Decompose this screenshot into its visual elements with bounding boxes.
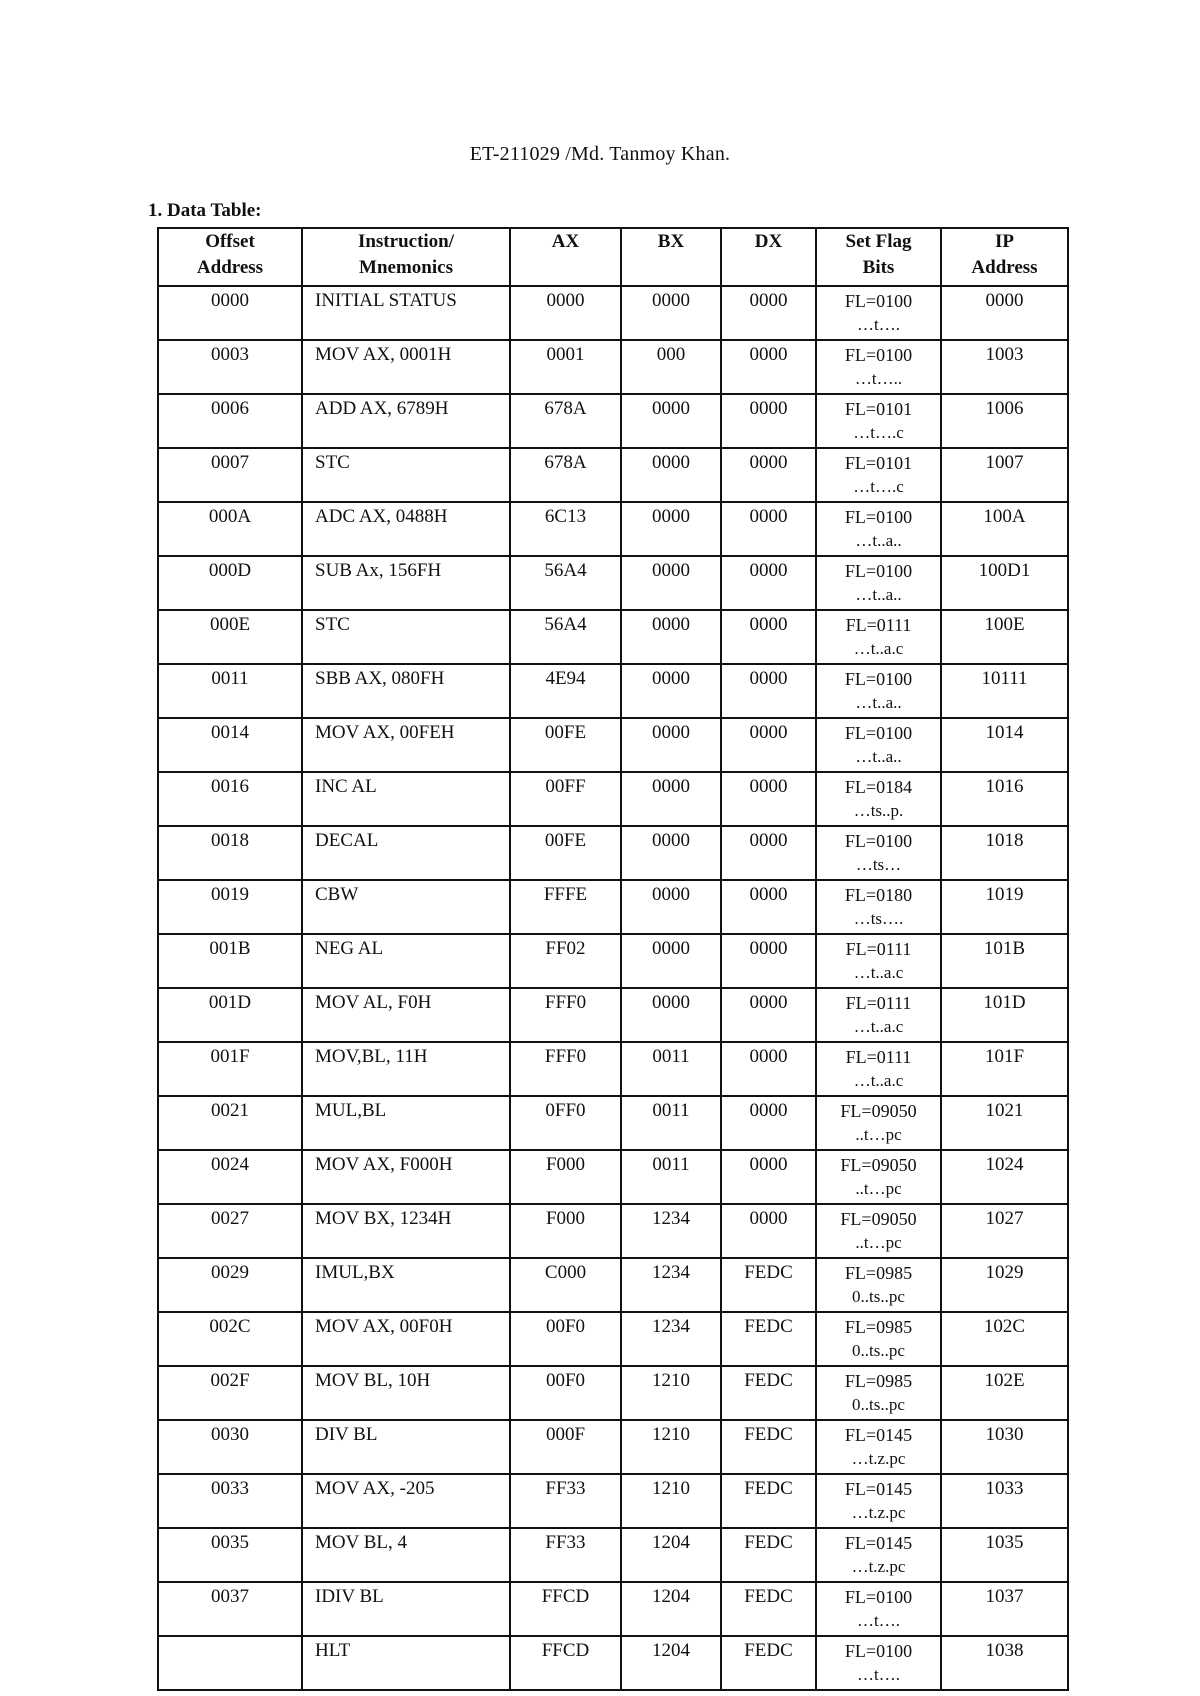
ax-cell: FFF0: [510, 1042, 621, 1096]
flag-cell: [816, 1582, 941, 1636]
flag-cell: [816, 610, 941, 664]
header-instruction: Instruction/ Mnemonics: [302, 228, 510, 286]
instruction-cell: MOV AX, 0001H: [302, 340, 510, 394]
dx-cell: FEDC: [721, 1528, 816, 1582]
flag-cell: [816, 1366, 941, 1420]
ip-cell: 102E: [941, 1366, 1068, 1420]
flag-cell: [816, 1636, 941, 1690]
flag-bits: …t..a..: [855, 585, 902, 604]
offset-cell: 0033: [158, 1474, 302, 1528]
instruction-cell: CBW: [302, 880, 510, 934]
offset-cell: 0030: [158, 1420, 302, 1474]
ip-cell: 1003: [941, 340, 1068, 394]
ip-cell: 1024: [941, 1150, 1068, 1204]
flag-value: FL=0145: [844, 1479, 913, 1499]
bx-cell: 1234: [621, 1312, 721, 1366]
flag-cell: [816, 718, 941, 772]
header-ip-address: IP Address: [941, 228, 1068, 286]
offset-cell: 0014: [158, 718, 302, 772]
ip-cell: 101D: [941, 988, 1068, 1042]
offset-cell: 001B: [158, 934, 302, 988]
bx-cell: 1204: [621, 1528, 721, 1582]
bx-cell: 0011: [621, 1042, 721, 1096]
flag-bits: …t..a.c: [853, 1017, 904, 1036]
header-ax: AX: [510, 228, 621, 286]
flag-bits: …ts….: [853, 909, 904, 928]
ax-cell: 00F0: [510, 1366, 621, 1420]
offset-cell: 0027: [158, 1204, 302, 1258]
dx-cell: 0000: [721, 1204, 816, 1258]
ax-cell: FFCD: [510, 1636, 621, 1690]
flag-value: FL=0111: [845, 993, 912, 1013]
bx-cell: 1210: [621, 1474, 721, 1528]
ax-cell: FF33: [510, 1528, 621, 1582]
flag-cell: [816, 1042, 941, 1096]
flag-value: FL=09050: [840, 1101, 917, 1121]
offset-cell: 000A: [158, 502, 302, 556]
dx-cell: 0000: [721, 340, 816, 394]
bx-cell: 0000: [621, 556, 721, 610]
flag-bits: …t.z.pc: [851, 1557, 906, 1576]
ax-cell: 56A4: [510, 556, 621, 610]
flag-value: FL=0111: [845, 939, 912, 959]
flag-cell: [816, 556, 941, 610]
flag-cell: [816, 1150, 941, 1204]
offset-cell: 002F: [158, 1366, 302, 1420]
table-row: [158, 1096, 1068, 1150]
flag-bits: …t..a.c: [853, 1071, 904, 1090]
flag-cell: [816, 286, 941, 340]
bx-cell: 0000: [621, 502, 721, 556]
table-header-row: [158, 228, 1068, 286]
bx-cell: 1234: [621, 1258, 721, 1312]
instruction-cell: ADC AX, 0488H: [302, 502, 510, 556]
header-dx: DX: [721, 228, 816, 286]
ax-cell: FF33: [510, 1474, 621, 1528]
bx-cell: 0011: [621, 1150, 721, 1204]
flag-value: FL=0184: [844, 777, 913, 797]
ax-cell: 678A: [510, 394, 621, 448]
dx-cell: FEDC: [721, 1636, 816, 1690]
ip-cell: 1035: [941, 1528, 1068, 1582]
ip-cell: 1007: [941, 448, 1068, 502]
table-row: [158, 1204, 1068, 1258]
flag-bits: 0..ts..pc: [852, 1287, 905, 1306]
dx-cell: FEDC: [721, 1420, 816, 1474]
offset-cell: 0037: [158, 1582, 302, 1636]
table-body: [158, 286, 1068, 1690]
ax-cell: 000F: [510, 1420, 621, 1474]
dx-cell: 0000: [721, 718, 816, 772]
ax-cell: 00FE: [510, 826, 621, 880]
dx-cell: 0000: [721, 826, 816, 880]
flag-value: FL=0985: [844, 1371, 913, 1391]
flag-bits: …t…..: [854, 369, 903, 388]
bx-cell: 0000: [621, 664, 721, 718]
table-row: [158, 1636, 1068, 1690]
ax-cell: 0FF0: [510, 1096, 621, 1150]
ax-cell: FFF0: [510, 988, 621, 1042]
table-row: [158, 1528, 1068, 1582]
flag-bits: …t….: [857, 1611, 900, 1630]
header-bx: BX: [621, 228, 721, 286]
flag-value: FL=0100: [844, 561, 913, 581]
table-row: [158, 1258, 1068, 1312]
dx-cell: 0000: [721, 934, 816, 988]
flag-cell: [816, 394, 941, 448]
table-row: [158, 880, 1068, 934]
flag-cell: [816, 340, 941, 394]
dx-cell: 0000: [721, 772, 816, 826]
table-row: [158, 934, 1068, 988]
bx-cell: 1210: [621, 1420, 721, 1474]
flag-cell: [816, 1474, 941, 1528]
header-offset-address: Offset Address: [158, 228, 302, 286]
ip-cell: 1029: [941, 1258, 1068, 1312]
offset-cell: 0003: [158, 340, 302, 394]
flag-bits: 0..ts..pc: [852, 1395, 905, 1414]
flag-cell: [816, 880, 941, 934]
bx-cell: 0000: [621, 934, 721, 988]
offset-cell: 0024: [158, 1150, 302, 1204]
ax-cell: F000: [510, 1150, 621, 1204]
ip-cell: 101B: [941, 934, 1068, 988]
table-row: [158, 1312, 1068, 1366]
dx-cell: FEDC: [721, 1366, 816, 1420]
ax-cell: 6C13: [510, 502, 621, 556]
flag-cell: [816, 1204, 941, 1258]
instruction-cell: IMUL,BX: [302, 1258, 510, 1312]
ax-cell: FFCD: [510, 1582, 621, 1636]
instruction-cell: MOV AX, 00F0H: [302, 1312, 510, 1366]
ip-cell: 1033: [941, 1474, 1068, 1528]
table-row: [158, 556, 1068, 610]
instruction-cell: ADD AX, 6789H: [302, 394, 510, 448]
flag-cell: [816, 502, 941, 556]
ip-cell: 1021: [941, 1096, 1068, 1150]
ax-cell: 00F0: [510, 1312, 621, 1366]
table-row: [158, 988, 1068, 1042]
offset-cell: 0011: [158, 664, 302, 718]
flag-value: FL=09050: [840, 1155, 917, 1175]
dx-cell: FEDC: [721, 1582, 816, 1636]
offset-cell: 0006: [158, 394, 302, 448]
dx-cell: FEDC: [721, 1258, 816, 1312]
ip-cell: 100E: [941, 610, 1068, 664]
flag-bits: …t..a.c: [853, 639, 904, 658]
flag-value: FL=0100: [844, 723, 913, 743]
instruction-cell: INITIAL STATUS: [302, 286, 510, 340]
ip-cell: 1027: [941, 1204, 1068, 1258]
ip-cell: 100A: [941, 502, 1068, 556]
table-row: [158, 1150, 1068, 1204]
flag-value: FL=0100: [844, 1641, 913, 1661]
table-row: [158, 1474, 1068, 1528]
bx-cell: 0000: [621, 718, 721, 772]
flag-cell: [816, 1420, 941, 1474]
flag-value: FL=0145: [844, 1425, 913, 1445]
flag-value: FL=0111: [845, 615, 912, 635]
offset-cell: 001F: [158, 1042, 302, 1096]
dx-cell: FEDC: [721, 1312, 816, 1366]
dx-cell: FEDC: [721, 1474, 816, 1528]
dx-cell: 0000: [721, 394, 816, 448]
table-row: [158, 610, 1068, 664]
flag-cell: [816, 1312, 941, 1366]
flag-bits: …t..a..: [855, 747, 902, 766]
bx-cell: 0000: [621, 610, 721, 664]
flag-bits: …t….c: [853, 477, 904, 496]
bx-cell: 0000: [621, 988, 721, 1042]
flag-value: FL=0180: [844, 885, 913, 905]
table-row: [158, 1042, 1068, 1096]
bx-cell: 0000: [621, 772, 721, 826]
flag-value: FL=0985: [844, 1317, 913, 1337]
dx-cell: 0000: [721, 1096, 816, 1150]
flag-bits: 0..ts..pc: [852, 1341, 905, 1360]
ax-cell: 678A: [510, 448, 621, 502]
flag-value: FL=0100: [844, 345, 913, 365]
flag-cell: [816, 448, 941, 502]
instruction-cell: SBB AX, 080FH: [302, 664, 510, 718]
table-row: [158, 340, 1068, 394]
ip-cell: 1018: [941, 826, 1068, 880]
flag-value: FL=0100: [844, 507, 913, 527]
instruction-cell: HLT: [302, 1636, 510, 1690]
bx-cell: 0000: [621, 448, 721, 502]
ax-cell: 4E94: [510, 664, 621, 718]
bx-cell: 1204: [621, 1636, 721, 1690]
table-row: [158, 1366, 1068, 1420]
header-set-flag-bits: Set Flag Bits: [816, 228, 941, 286]
offset-cell: 000D: [158, 556, 302, 610]
flag-bits: …t….: [857, 315, 900, 334]
dx-cell: 0000: [721, 286, 816, 340]
bx-cell: 1204: [621, 1582, 721, 1636]
table-row: [158, 718, 1068, 772]
ip-cell: 1037: [941, 1582, 1068, 1636]
bx-cell: 000: [621, 340, 721, 394]
table-row: [158, 1582, 1068, 1636]
bx-cell: 0000: [621, 286, 721, 340]
offset-cell: 0016: [158, 772, 302, 826]
instruction-cell: MOV AX, F000H: [302, 1150, 510, 1204]
ax-cell: 56A4: [510, 610, 621, 664]
flag-value: FL=09050: [840, 1209, 917, 1229]
ip-cell: 1016: [941, 772, 1068, 826]
ip-cell: 102C: [941, 1312, 1068, 1366]
bx-cell: 0000: [621, 880, 721, 934]
flag-bits: …t..a.c: [853, 963, 904, 982]
bx-cell: 0000: [621, 394, 721, 448]
ip-cell: 10111: [941, 664, 1068, 718]
offset-cell: 001D: [158, 988, 302, 1042]
dx-cell: 0000: [721, 502, 816, 556]
offset-cell: 0000: [158, 286, 302, 340]
flag-bits: …t.z.pc: [851, 1449, 906, 1468]
ax-cell: 0000: [510, 286, 621, 340]
ip-cell: 1014: [941, 718, 1068, 772]
bx-cell: 1234: [621, 1204, 721, 1258]
instruction-cell: MUL,BL: [302, 1096, 510, 1150]
flag-value: FL=0145: [844, 1533, 913, 1553]
flag-cell: [816, 664, 941, 718]
flag-bits: …ts..p.: [853, 801, 904, 820]
flag-bits: …t….c: [853, 423, 904, 442]
flag-bits: …t.z.pc: [851, 1503, 906, 1522]
dx-cell: 0000: [721, 880, 816, 934]
dx-cell: 0000: [721, 664, 816, 718]
document-title: ET-211029 /Md. Tanmoy Khan.: [469, 143, 731, 165]
ax-cell: 00FE: [510, 718, 621, 772]
bx-cell: 0000: [621, 826, 721, 880]
ax-cell: 00FF: [510, 772, 621, 826]
instruction-cell: IDIV BL: [302, 1582, 510, 1636]
flag-bits: ..t…pc: [855, 1125, 902, 1144]
flag-cell: [816, 826, 941, 880]
offset-cell: 002C: [158, 1312, 302, 1366]
dx-cell: 0000: [721, 556, 816, 610]
flag-cell: [816, 1258, 941, 1312]
flag-value: FL=0100: [844, 669, 913, 689]
dx-cell: 0000: [721, 1042, 816, 1096]
ip-cell: 100D1: [941, 556, 1068, 610]
flag-cell: [816, 1096, 941, 1150]
instruction-cell: DIV BL: [302, 1420, 510, 1474]
instruction-cell: MOV AX, -205: [302, 1474, 510, 1528]
offset-cell: 000E: [158, 610, 302, 664]
ip-cell: 1006: [941, 394, 1068, 448]
ax-cell: 0001: [510, 340, 621, 394]
table-row: [158, 826, 1068, 880]
ax-cell: FFFE: [510, 880, 621, 934]
flag-bits: …t..a..: [855, 531, 902, 550]
flag-bits: …ts…: [855, 855, 902, 874]
instruction-cell: MOV AL, F0H: [302, 988, 510, 1042]
offset-cell: 0029: [158, 1258, 302, 1312]
ax-cell: F000: [510, 1204, 621, 1258]
instruction-cell: MOV,BL, 11H: [302, 1042, 510, 1096]
ip-cell: 0000: [941, 286, 1068, 340]
table-row: [158, 664, 1068, 718]
table-row: [158, 772, 1068, 826]
instruction-cell: STC: [302, 610, 510, 664]
instruction-cell: NEG AL: [302, 934, 510, 988]
flag-bits: ..t…pc: [855, 1233, 902, 1252]
ip-cell: 101F: [941, 1042, 1068, 1096]
flag-cell: [816, 1528, 941, 1582]
flag-value: FL=0100: [844, 291, 913, 311]
dx-cell: 0000: [721, 988, 816, 1042]
offset-cell: 0018: [158, 826, 302, 880]
dx-cell: 0000: [721, 448, 816, 502]
flag-value: FL=0100: [844, 831, 913, 851]
dx-cell: 0000: [721, 1150, 816, 1204]
ip-cell: 1038: [941, 1636, 1068, 1690]
instruction-cell: MOV AX, 00FEH: [302, 718, 510, 772]
table-row: [158, 394, 1068, 448]
offset-cell: 0021: [158, 1096, 302, 1150]
table-row: [158, 286, 1068, 340]
instruction-cell: SUB Ax, 156FH: [302, 556, 510, 610]
ip-cell: 1030: [941, 1420, 1068, 1474]
table-row: [158, 502, 1068, 556]
instruction-cell: MOV BL, 4: [302, 1528, 510, 1582]
flag-value: FL=0101: [844, 399, 913, 419]
offset-cell: 0007: [158, 448, 302, 502]
table-row: [158, 448, 1068, 502]
flag-cell: [816, 988, 941, 1042]
offset-cell: 0035: [158, 1528, 302, 1582]
flag-value: FL=0101: [844, 453, 913, 473]
ip-cell: 1019: [941, 880, 1068, 934]
flag-bits: ..t…pc: [855, 1179, 902, 1198]
offset-cell: 0019: [158, 880, 302, 934]
data-table: [157, 227, 1069, 1691]
instruction-cell: DECAL: [302, 826, 510, 880]
flag-cell: [816, 772, 941, 826]
instruction-cell: MOV BL, 10H: [302, 1366, 510, 1420]
flag-value: FL=0100: [844, 1587, 913, 1607]
instruction-cell: STC: [302, 448, 510, 502]
section-heading: 1. Data Table:: [148, 200, 262, 221]
table-row: [158, 1420, 1068, 1474]
flag-value: FL=0985: [844, 1263, 913, 1283]
ax-cell: C000: [510, 1258, 621, 1312]
flag-bits: …t….: [857, 1665, 900, 1684]
offset-cell: [158, 1636, 302, 1690]
flag-cell: [816, 934, 941, 988]
bx-cell: 1210: [621, 1366, 721, 1420]
instruction-cell: MOV BX, 1234H: [302, 1204, 510, 1258]
flag-value: FL=0111: [845, 1047, 912, 1067]
bx-cell: 0011: [621, 1096, 721, 1150]
ax-cell: FF02: [510, 934, 621, 988]
dx-cell: 0000: [721, 610, 816, 664]
instruction-cell: INC AL: [302, 772, 510, 826]
flag-bits: …t..a..: [855, 693, 902, 712]
